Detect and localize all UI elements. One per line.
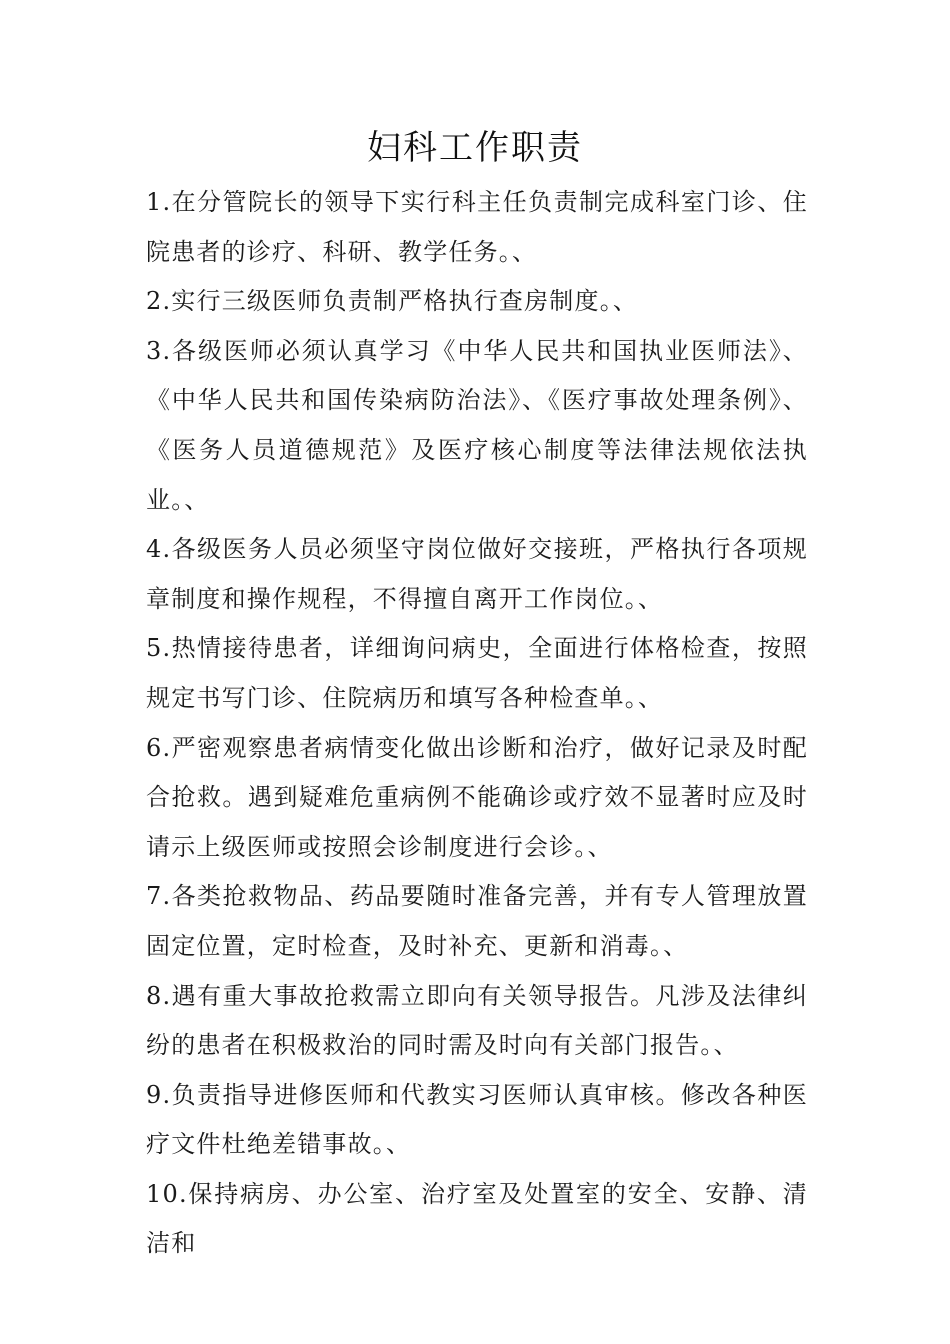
- duty-item-7: 7.各类抢救物品、药品要随时准备完善，并有专人管理放置固定位置，定时检查，及时补充、更新和消毒。、: [146, 882, 808, 960]
- duty-item-6: 6.严密观察患者病情变化做出诊断和治疗，做好记录及时配合抢救。遇到疑难危重病例不能确诊或疗效不显著时应及时请示上级医师或按照会诊制度进行会诊。、: [146, 733, 808, 861]
- duty-item-10: 10.保持病房、办公室、治疗室及处置室的安全、安静、清洁和: [146, 1179, 808, 1258]
- duty-item-1: 1.在分管院长的领导下实行科主任负责制完成科室门诊、住院患者的诊疗、科研、教学任务。、: [146, 188, 808, 266]
- duty-item-2: 2.实行三级医师负责制严格执行查房制度。、: [146, 287, 639, 316]
- duty-item-5: 5.热情接待患者，详细询问病史，全面进行体格检查，按照规定书写门诊、住院病历和填写各种检查单。、: [146, 634, 808, 712]
- document-title: 妇科工作职责: [367, 128, 583, 168]
- duty-item-4: 4.各级医务人员必须坚守岗位做好交接班，严格执行各项规章制度和操作规程，不得擅自离开工作岗位。、: [146, 535, 808, 613]
- document-body: [146, 178, 808, 1269]
- duty-item-8: 8.遇有重大事故抢救需立即向有关领导报告。凡涉及法律纠纷的患者在积极救治的同时需及时向有关部门报告。、: [146, 981, 808, 1060]
- duty-item-9: 9.负责指导进修医师和代教实习医师认真审核。修改各种医疗文件杜绝差错事故。、: [146, 1080, 808, 1159]
- duty-item-3: 3.各级医师必须认真学习《中华人民共和国执业医师法》、《中华人民共和国传染病防治法》、《医疗事故处理条例》、《医务人员道德规范》及医疗核心制度等法律法规依法执业。、: [146, 336, 808, 514]
